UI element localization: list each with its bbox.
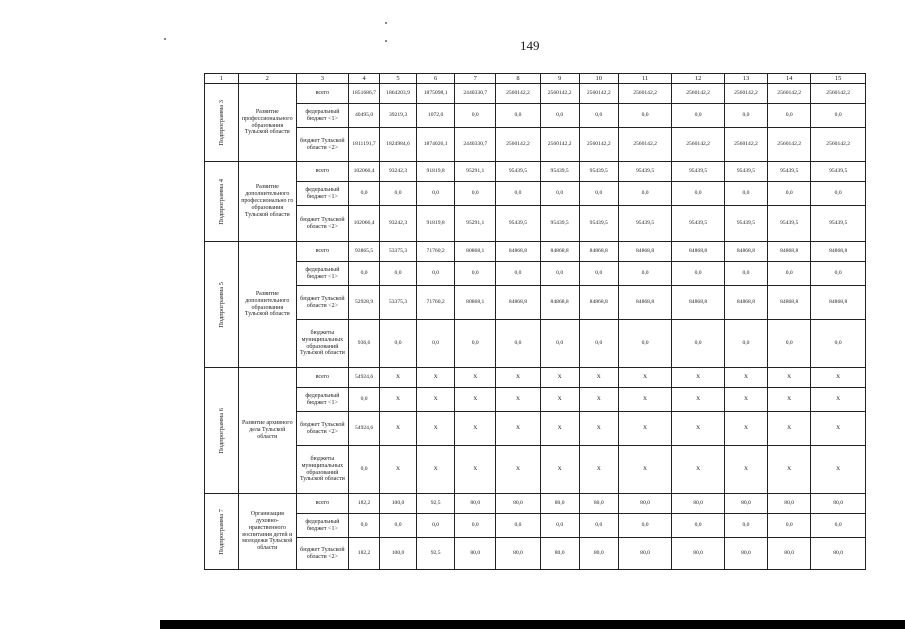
scan-speck [385,40,387,42]
value-cell: X [618,412,672,446]
value-cell: X [811,446,866,494]
value-cell: 84868,8 [672,242,725,262]
value-cell: 0,0 [724,104,767,128]
value-cell: 0,0 [579,514,618,538]
value-cell: 84868,8 [618,286,672,320]
value-cell: 95439,5 [618,206,672,242]
table-row [205,286,866,320]
subprogram-label-cell [205,242,239,368]
value-cell: 0,0 [724,514,767,538]
value-cell: 0,0 [380,320,417,368]
scan-border-bar [160,620,905,629]
value-cell: 80,0 [579,538,618,570]
value-cell: 0,0 [349,446,380,494]
value-cell: 0,0 [768,320,811,368]
column-header: 14 [768,74,811,84]
value-cell: X [724,388,767,412]
value-cell: X [417,368,455,388]
value-cell: 39219,3 [380,104,417,128]
value-cell: 2560142,2 [811,128,866,162]
value-cell: 182,2 [349,538,380,570]
budget-table [204,73,866,570]
value-cell: 0,0 [417,262,455,286]
value-cell: 1875098,1 [417,84,455,104]
value-cell: 0,0 [540,320,579,368]
table-row [205,104,866,128]
funding-source: федеральный бюджет <1> [296,182,349,206]
value-cell: 80,0 [579,494,618,514]
value-cell: 80,0 [618,494,672,514]
column-header: 8 [496,74,540,84]
value-cell: 95439,5 [540,206,579,242]
value-cell: 0,0 [768,262,811,286]
value-cell: 95439,5 [672,206,725,242]
value-cell: 0,0 [380,262,417,286]
value-cell: 80,0 [768,494,811,514]
column-header: 10 [579,74,618,84]
value-cell: X [811,368,866,388]
value-cell: 95439,5 [672,162,725,182]
value-cell: 80,0 [724,538,767,570]
value-cell: X [811,412,866,446]
value-cell: 0,0 [349,182,380,206]
value-cell: X [724,412,767,446]
value-cell: X [618,446,672,494]
value-cell: 2560142,2 [672,84,725,104]
value-cell: 2560142,2 [811,84,866,104]
value-cell: 2440330,7 [455,84,496,104]
value-cell: 0,0 [672,262,725,286]
value-cell: 84868,8 [540,242,579,262]
value-cell: 0,0 [618,262,672,286]
value-cell: 95439,5 [768,162,811,182]
funding-source: бюджет Тульской области <2> [296,206,349,242]
value-cell: 0,0 [349,262,380,286]
value-cell: 54924,6 [349,412,380,446]
value-cell: 84868,8 [724,286,767,320]
value-cell: 95291,1 [455,162,496,182]
value-cell: 93865,5 [349,242,380,262]
value-cell: X [672,368,725,388]
value-cell: 84868,8 [496,242,540,262]
value-cell: X [724,368,767,388]
table-row [205,242,866,262]
value-cell: 2560142,2 [768,84,811,104]
funding-source: бюджет Тульской области <2> [296,538,349,570]
value-cell: 2560142,2 [496,84,540,104]
value-cell: 80,0 [540,538,579,570]
value-cell: 80,0 [455,494,496,514]
subprogram-label: Подпрограмма 3 [217,99,225,146]
value-cell: X [579,388,618,412]
value-cell: 2560142,2 [579,128,618,162]
value-cell: 84868,8 [724,242,767,262]
value-cell: 95439,5 [496,162,540,182]
value-cell: X [768,368,811,388]
value-cell: 102066,4 [349,206,380,242]
value-cell: X [768,412,811,446]
value-cell: 0,0 [455,104,496,128]
table-row [205,368,866,388]
funding-source: федеральный бюджет <1> [296,388,349,412]
value-cell: 40495,0 [349,104,380,128]
subprogram-label-cell [205,494,239,570]
value-cell: 182,2 [349,494,380,514]
value-cell: X [496,446,540,494]
value-cell: 0,0 [811,514,866,538]
funding-source: всего [296,368,349,388]
value-cell: 54924,6 [349,368,380,388]
value-cell: 0,0 [496,262,540,286]
funding-source: бюджет Тульской области <2> [296,286,349,320]
value-cell: 80,0 [618,538,672,570]
column-header: 11 [618,74,672,84]
table-row [205,128,866,162]
value-cell: 0,0 [768,182,811,206]
value-cell: 0,0 [579,104,618,128]
value-cell: 80,0 [455,538,496,570]
page-number: 149 [520,38,540,53]
header-row [205,74,866,84]
value-cell: X [496,388,540,412]
value-cell: 2560142,2 [618,128,672,162]
value-cell: 52928,9 [349,286,380,320]
value-cell: 95439,5 [618,162,672,182]
table-row [205,262,866,286]
value-cell: 95439,5 [579,206,618,242]
value-cell: 0,0 [540,182,579,206]
value-cell: X [540,388,579,412]
subprogram-label: Подпрограмма 6 [217,407,225,454]
value-cell: X [540,368,579,388]
value-cell: 2440330,7 [455,128,496,162]
value-cell: 80,0 [811,538,866,570]
value-cell: 0,0 [811,182,866,206]
column-header: 6 [417,74,455,84]
value-cell: X [672,412,725,446]
value-cell: X [417,412,455,446]
value-cell: 0,0 [811,320,866,368]
value-cell: 0,0 [768,514,811,538]
value-cell: 1811191,7 [349,128,380,162]
value-cell: 84868,8 [618,242,672,262]
value-cell: 91819,8 [417,206,455,242]
value-cell: 0,0 [811,104,866,128]
value-cell: 2560142,2 [768,128,811,162]
value-cell: 2560142,2 [579,84,618,104]
value-cell: 80,0 [768,538,811,570]
value-cell: 84868,8 [579,242,618,262]
value-cell: X [540,446,579,494]
value-cell: 84868,8 [811,242,866,262]
value-cell: 0,0 [768,104,811,128]
value-cell: 0,0 [380,182,417,206]
value-cell: 93242,3 [380,206,417,242]
value-cell: X [417,446,455,494]
value-cell: 0,0 [672,104,725,128]
value-cell: 53375,3 [380,286,417,320]
value-cell: 2560142,2 [724,128,767,162]
value-cell: 0,0 [672,182,725,206]
value-cell: 71760,2 [417,286,455,320]
value-cell: 80,0 [724,494,767,514]
value-cell: 95439,5 [540,162,579,182]
value-cell: 0,0 [349,388,380,412]
value-cell: 84868,8 [768,242,811,262]
value-cell: X [496,412,540,446]
table-row [205,538,866,570]
value-cell: 95439,5 [768,206,811,242]
value-cell: 80,0 [496,494,540,514]
value-cell: 84868,8 [768,286,811,320]
value-cell: X [455,368,496,388]
value-cell: X [496,368,540,388]
value-cell: 80,0 [811,494,866,514]
value-cell: 2560142,2 [540,84,579,104]
value-cell: 80,0 [496,538,540,570]
value-cell: X [380,412,417,446]
value-cell: 84868,8 [811,286,866,320]
value-cell: 100,0 [380,538,417,570]
value-cell: 84868,8 [496,286,540,320]
value-cell: 84868,8 [672,286,725,320]
value-cell: 80868,1 [455,242,496,262]
subprogram-label-cell [205,84,239,162]
value-cell: X [672,388,725,412]
table-row [205,84,866,104]
value-cell: X [455,388,496,412]
value-cell: 80868,1 [455,286,496,320]
value-cell: X [618,368,672,388]
value-cell: 0,0 [579,320,618,368]
funding-source: всего [296,242,349,262]
value-cell: 95439,5 [811,162,866,182]
table-row [205,494,866,514]
value-cell: X [455,446,496,494]
table-row [205,182,866,206]
value-cell: X [579,412,618,446]
value-cell: 0,0 [579,262,618,286]
value-cell: 2560142,2 [672,128,725,162]
table-row [205,446,866,494]
value-cell: 0,0 [724,182,767,206]
value-cell: 0,0 [540,262,579,286]
value-cell: 0,0 [417,320,455,368]
value-cell: 2560142,2 [724,84,767,104]
value-cell: X [380,446,417,494]
value-cell: X [540,412,579,446]
value-cell: X [618,388,672,412]
value-cell: 0,0 [618,104,672,128]
subprogram-label-cell [205,162,239,242]
value-cell: 0,0 [455,182,496,206]
value-cell: 0,0 [672,320,725,368]
value-cell: X [455,412,496,446]
value-cell: 84868,8 [540,286,579,320]
value-cell: 95439,5 [496,206,540,242]
value-cell: X [380,388,417,412]
value-cell: X [579,368,618,388]
value-cell: 0,0 [496,104,540,128]
value-cell: 0,0 [618,320,672,368]
value-cell: 0,0 [811,262,866,286]
subprogram-label: Подпрограмма 5 [217,281,225,328]
value-cell: 0,0 [380,514,417,538]
value-cell: 0,0 [496,182,540,206]
value-cell: 0,0 [455,262,496,286]
value-cell: 0,0 [540,104,579,128]
value-cell: X [380,368,417,388]
value-cell: 0,0 [417,182,455,206]
value-cell: 100,0 [380,494,417,514]
table-row [205,412,866,446]
table-row [205,388,866,412]
value-cell: 95439,5 [724,162,767,182]
value-cell: 92,5 [417,538,455,570]
value-cell: 0,0 [618,514,672,538]
value-cell: 92,5 [417,494,455,514]
funding-source: бюджет Тульской области <2> [296,128,349,162]
funding-source: бюджеты муниципальных образований Тульской области [296,320,349,368]
value-cell: X [724,446,767,494]
value-cell: X [672,446,725,494]
value-cell: 0,0 [349,514,380,538]
column-header: 13 [724,74,767,84]
value-cell: 0,0 [540,514,579,538]
value-cell: 0,0 [496,514,540,538]
value-cell: 2560142,2 [618,84,672,104]
value-cell: 0,0 [417,514,455,538]
value-cell: 0,0 [724,262,767,286]
table-row [205,514,866,538]
value-cell: 1851686,7 [349,84,380,104]
column-header: 5 [380,74,417,84]
column-header: 12 [672,74,725,84]
value-cell: 91819,8 [417,162,455,182]
value-cell: 1874026,1 [417,128,455,162]
value-cell: 0,0 [672,514,725,538]
value-cell: 0,0 [724,320,767,368]
funding-source: бюджет Тульской области <2> [296,412,349,446]
value-cell: 95439,5 [724,206,767,242]
subprogram-name: Организация духовно-нравственного воспитания детей и молодежи Тульской области [238,494,296,570]
value-cell: 0,0 [455,320,496,368]
column-header: 4 [349,74,380,84]
value-cell: 71760,2 [417,242,455,262]
funding-source: всего [296,494,349,514]
scan-speck [164,38,166,40]
subprogram-name: Развитие дополнительного образования Тульской области [238,242,296,368]
column-header: 3 [296,74,349,84]
funding-source: всего [296,84,349,104]
value-cell: 0,0 [496,320,540,368]
subprogram-label-cell [205,368,239,494]
value-cell: 0,0 [455,514,496,538]
value-cell: X [768,446,811,494]
value-cell: 102066,4 [349,162,380,182]
value-cell: 2560142,2 [496,128,540,162]
value-cell: 0,0 [579,182,618,206]
subprogram-label: Подпрограмма 7 [217,508,225,555]
table-body [205,74,866,570]
funding-source: бюджеты муниципальных образований Тульской области [296,446,349,494]
value-cell: X [579,446,618,494]
funding-source: федеральный бюджет <1> [296,104,349,128]
table-row [205,206,866,242]
subprogram-name: Развитие дополнительного профессионально го образования Тульской области [238,162,296,242]
value-cell: X [768,388,811,412]
column-header: 2 [238,74,296,84]
column-header: 7 [455,74,496,84]
column-header: 9 [540,74,579,84]
column-header: 15 [811,74,866,84]
value-cell: 93242,3 [380,162,417,182]
subprogram-label: Подпрограмма 4 [217,178,225,225]
value-cell: 80,0 [672,494,725,514]
funding-source: федеральный бюджет <1> [296,514,349,538]
table-row [205,162,866,182]
scan-speck [385,22,387,24]
value-cell: X [417,388,455,412]
value-cell: X [811,388,866,412]
value-cell: 2560142,2 [540,128,579,162]
value-cell: 1864203,9 [380,84,417,104]
value-cell: 95439,5 [579,162,618,182]
value-cell: 80,0 [540,494,579,514]
funding-source: всего [296,162,349,182]
subprogram-name: Развитие профессионального образования Тульской области [238,84,296,162]
table-row [205,320,866,368]
column-header: 1 [205,74,239,84]
value-cell: 95439,5 [811,206,866,242]
value-cell: 936,6 [349,320,380,368]
subprogram-name: Развитие архивного дела Тульской области [238,368,296,494]
value-cell: 95291,1 [455,206,496,242]
value-cell: 53375,3 [380,242,417,262]
value-cell: 0,0 [618,182,672,206]
funding-source: федеральный бюджет <1> [296,262,349,286]
value-cell: 1072,0 [417,104,455,128]
value-cell: 80,0 [672,538,725,570]
value-cell: 84868,8 [579,286,618,320]
value-cell: 1824984,6 [380,128,417,162]
